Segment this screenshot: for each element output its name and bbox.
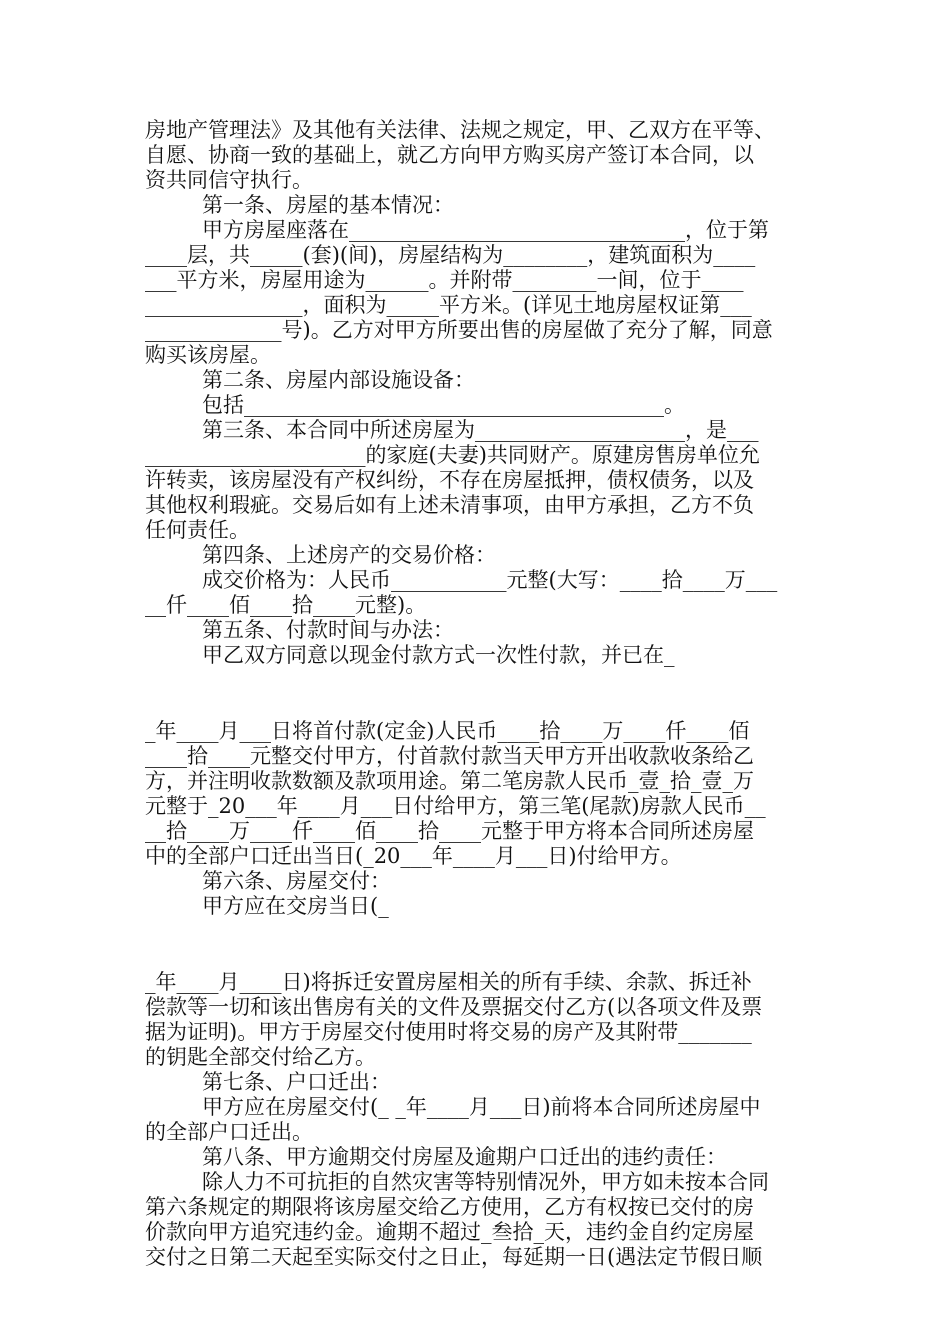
- article-7-heading: 第七条、户口迁出：: [202, 1070, 391, 1094]
- text-line: ____层，共_____(套)(间)，房屋结构为________，建筑面积为____: [145, 243, 756, 267]
- text-line: _____________________的家庭(夫妻)共同财产。原建房售房单位允: [145, 443, 760, 467]
- blank-gap: [145, 668, 810, 719]
- article-2-heading: 第二条、房屋内部设施设备：: [202, 368, 475, 392]
- text-line: _年____月____日)将拆迁安置房屋相关的所有手续、余款、拆迁补: [145, 970, 752, 994]
- text-line: ____拾____元整交付甲方，付首款付款当天甲方开出收款收条给乙: [145, 744, 754, 768]
- text-line: 其他权利瑕疵。交易后如有上述未清事项，由甲方承担，乙方不负: [145, 493, 754, 517]
- text-line: 中的全部户口迁出当日(_20___年____月___日)付给甲方。: [145, 844, 682, 868]
- text-line: 许转卖，该房屋没有产权纠纷，不存在房屋抵押，债权债务，以及: [145, 468, 754, 492]
- text-line: 自愿、协商一致的基础上，就乙方向甲方购买房产签订本合同，以: [145, 143, 754, 167]
- text-line: __拾____万____仟____佰____拾____元整于甲方将本合同所述房屋: [145, 819, 754, 843]
- text-line: 甲方房屋座落在________________________________，位于第: [202, 218, 769, 242]
- article-1-heading: 第一条、房屋的基本情况：: [202, 193, 454, 217]
- text-line: ___平方米，房屋用途为______。并附带________一间，位于____: [145, 268, 744, 292]
- article-3-heading: 第三条、本合同中所述房屋为____________________，是___: [202, 418, 759, 442]
- text-line: 除人力不可抗拒的自然灾害等特别情况外，甲方如未按本合同: [202, 1170, 769, 1194]
- text-line: 甲乙双方同意以现金付款方式一次性付款，并已在_: [202, 643, 675, 667]
- blank-gap: [145, 919, 810, 970]
- text-line: 资共同信守执行。: [145, 168, 313, 192]
- text-line: 的钥匙全部交付给乙方。: [145, 1045, 376, 1069]
- text-line: 元整于_20___年____月___日付给甲方，第三笔(尾款)房款人民币__: [145, 794, 766, 818]
- article-6-heading: 第六条、房屋交付：: [202, 869, 391, 893]
- text-line: 交付之日第二天起至实际交付之日止，每延期一日(遇法定节假日顺: [145, 1245, 763, 1269]
- text-line: 的全部户口迁出。: [145, 1120, 313, 1144]
- text-line: 甲方应在交房当日(_: [202, 894, 389, 918]
- text-line: 甲方应在房屋交付(_ _年____月___日)前将本合同所述房屋中: [202, 1095, 761, 1119]
- text-line: 方，并注明收款数额及款项用途。第二笔房款人民币_壹_拾_壹_万: [145, 769, 754, 793]
- text-line: 据为证明)。甲方于房屋交付使用时将交易的房产及其附带_______: [145, 1020, 752, 1044]
- text-line: 价款向甲方追究违约金。逾期不超过_叁拾_天，违约金自约定房屋: [145, 1220, 754, 1244]
- article-5-heading: 第五条、付款时间与办法：: [202, 618, 454, 642]
- text-line: 成交价格为：人民币___________元整(大写：____拾____万___: [202, 568, 778, 592]
- text-line: 包括________________________________________。: [202, 393, 685, 417]
- text-line: _年____月___日将首付款(定金)人民币____拾____万____仟____佰: [145, 719, 750, 743]
- contract-page: [145, 118, 810, 1270]
- text-line: _____________号)。乙方对甲方所要出售的房屋做了充分了解，同意: [145, 318, 773, 342]
- text-line: _______________，面积为_____平方米。(详见土地房屋权证第___: [145, 293, 752, 317]
- text-line: 购买该房屋。: [145, 343, 271, 367]
- text-line: 任何责任。: [145, 518, 250, 542]
- text-line: 第六条规定的期限将该房屋交给乙方使用，乙方有权按已交付的房: [145, 1195, 754, 1219]
- article-4-heading: 第四条、上述房产的交易价格：: [202, 543, 496, 567]
- text-line: __仟____佰____拾____元整)。: [145, 593, 427, 617]
- text-line: 偿款等一切和该出售房有关的文件及票据交付乙方(以各项文件及票: [145, 995, 763, 1019]
- article-8-heading: 第八条、甲方逾期交付房屋及逾期户口迁出的违约责任：: [202, 1145, 727, 1169]
- text-line: 房地产管理法》及其他有关法律、法规之规定，甲、乙双方在平等、: [145, 118, 775, 142]
